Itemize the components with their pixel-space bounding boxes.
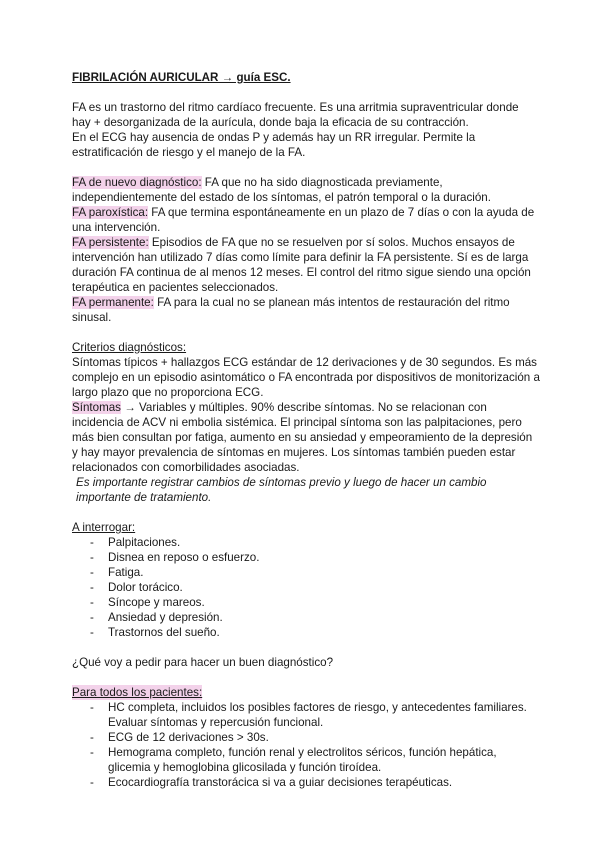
type-paroxysmal [72, 205, 540, 235]
list-item: - Palpitaciones. [72, 535, 540, 550]
list-item: - Fatiga. [72, 565, 540, 580]
list-item: - Síncope y mareos. [72, 595, 540, 610]
type-permanent [72, 295, 540, 325]
type-text: FA que termina espontáneamente en un plazo de 7 días o con la ayuda de una intervención. [72, 206, 535, 234]
list-item: - Ecocardiografía transtorácica si va a guiar decisiones terapéuticas. [72, 775, 540, 790]
list-item: - Trastornos del sueño. [72, 625, 540, 640]
type-term: FA paroxística: [72, 206, 149, 219]
criteria-note: Es importante registrar cambios de síntomas previo y luego de hacer un cambio importante de tratamiento. [76, 476, 487, 504]
symptoms-paragraph [72, 400, 540, 475]
interrogate-list [72, 535, 540, 640]
type-persistent [72, 235, 540, 295]
list-item: - Dolor torácico. [72, 580, 540, 595]
criteria-text: Síntomas típicos + hallazgos ECG estándar de 12 derivaciones y de 30 segundos. Es más complejo en un episodio asintomático o FA encontrada por dispositivos de monitorización a largo plazo que no proporciona ECG. [72, 356, 540, 399]
symptoms-term: Síntomas [72, 401, 121, 414]
type-text: FA que no ha sido diagnosticada previamente, independientemente del estado de los síntomas, el patrón temporal o la duración. [72, 176, 491, 204]
diagnosis-question: ¿Qué voy a pedir para hacer un buen diagnóstico? [72, 656, 334, 669]
intro-paragraph-2: En el ECG hay ausencia de ondas P y además hay un RR irregular. Permite la estratificación de riesgo y el manejo de la FA. [72, 131, 476, 159]
type-term: FA de nuevo diagnóstico: [72, 176, 202, 189]
type-term: FA persistente: [72, 236, 149, 249]
patients-list [72, 700, 540, 790]
type-new-diagnosis [72, 175, 540, 205]
type-text: Episodios de FA que no se resuelven por sí solos. Muchos ensayos de intervención han utilizado 7 días como límite para definir la FA persistente. Sí es de larga duración FA continua de al menos 12 meses. El control del ritmo sigue siendo una opción terapéutica en pacientes seleccionados. [72, 236, 531, 294]
type-term: FA permanente: [72, 296, 154, 309]
criteria-heading: Criterios diagnósticos: [72, 341, 187, 354]
intro-paragraph-1: FA es un trastorno del ritmo cardíaco frecuente. Es una arritmia supraventricular donde hay + desorganizada de la aurícula, donde baja la eficacia de su contracción. [72, 101, 519, 129]
list-item: - Disnea en reposo o esfuerzo. [72, 550, 540, 565]
list-item: - Hemograma completo, función renal y electrolitos séricos, función hepática, glicemia y hemoglobina glicosilada y función tiroídea. [72, 745, 540, 775]
patients-heading: Para todos los pacientes: [72, 686, 203, 699]
list-item: - HC completa, incluidos los posibles factores de riesgo, y antecedentes familiares. Evaluar síntomas y repercusión funcional. [72, 700, 540, 730]
list-item: - ECG de 12 derivaciones > 30s. [72, 730, 540, 745]
interrogate-heading: A interrogar: [72, 521, 136, 534]
symptoms-text: → Variables y múltiples. 90% describe síntomas. No se relacionan con incidencia de ACV ni embolia sistémica. El principal síntoma son las palpitaciones, pero más bien consultan por fatiga, aumento en su ansiedad y empeoramiento de la depresión y hay mayor prevalencia de síntomas en mujeres. Los síntomas también pueden estar relacionados con comorbilidades asociadas. [72, 401, 533, 474]
page-title: FIBRILACIÓN AURICULAR → guía ESC. [72, 71, 291, 84]
type-text: FA para la cual no se planean más intentos de restauración del ritmo sinusal. [72, 296, 510, 324]
list-item: - Ansiedad y depresión. [72, 610, 540, 625]
